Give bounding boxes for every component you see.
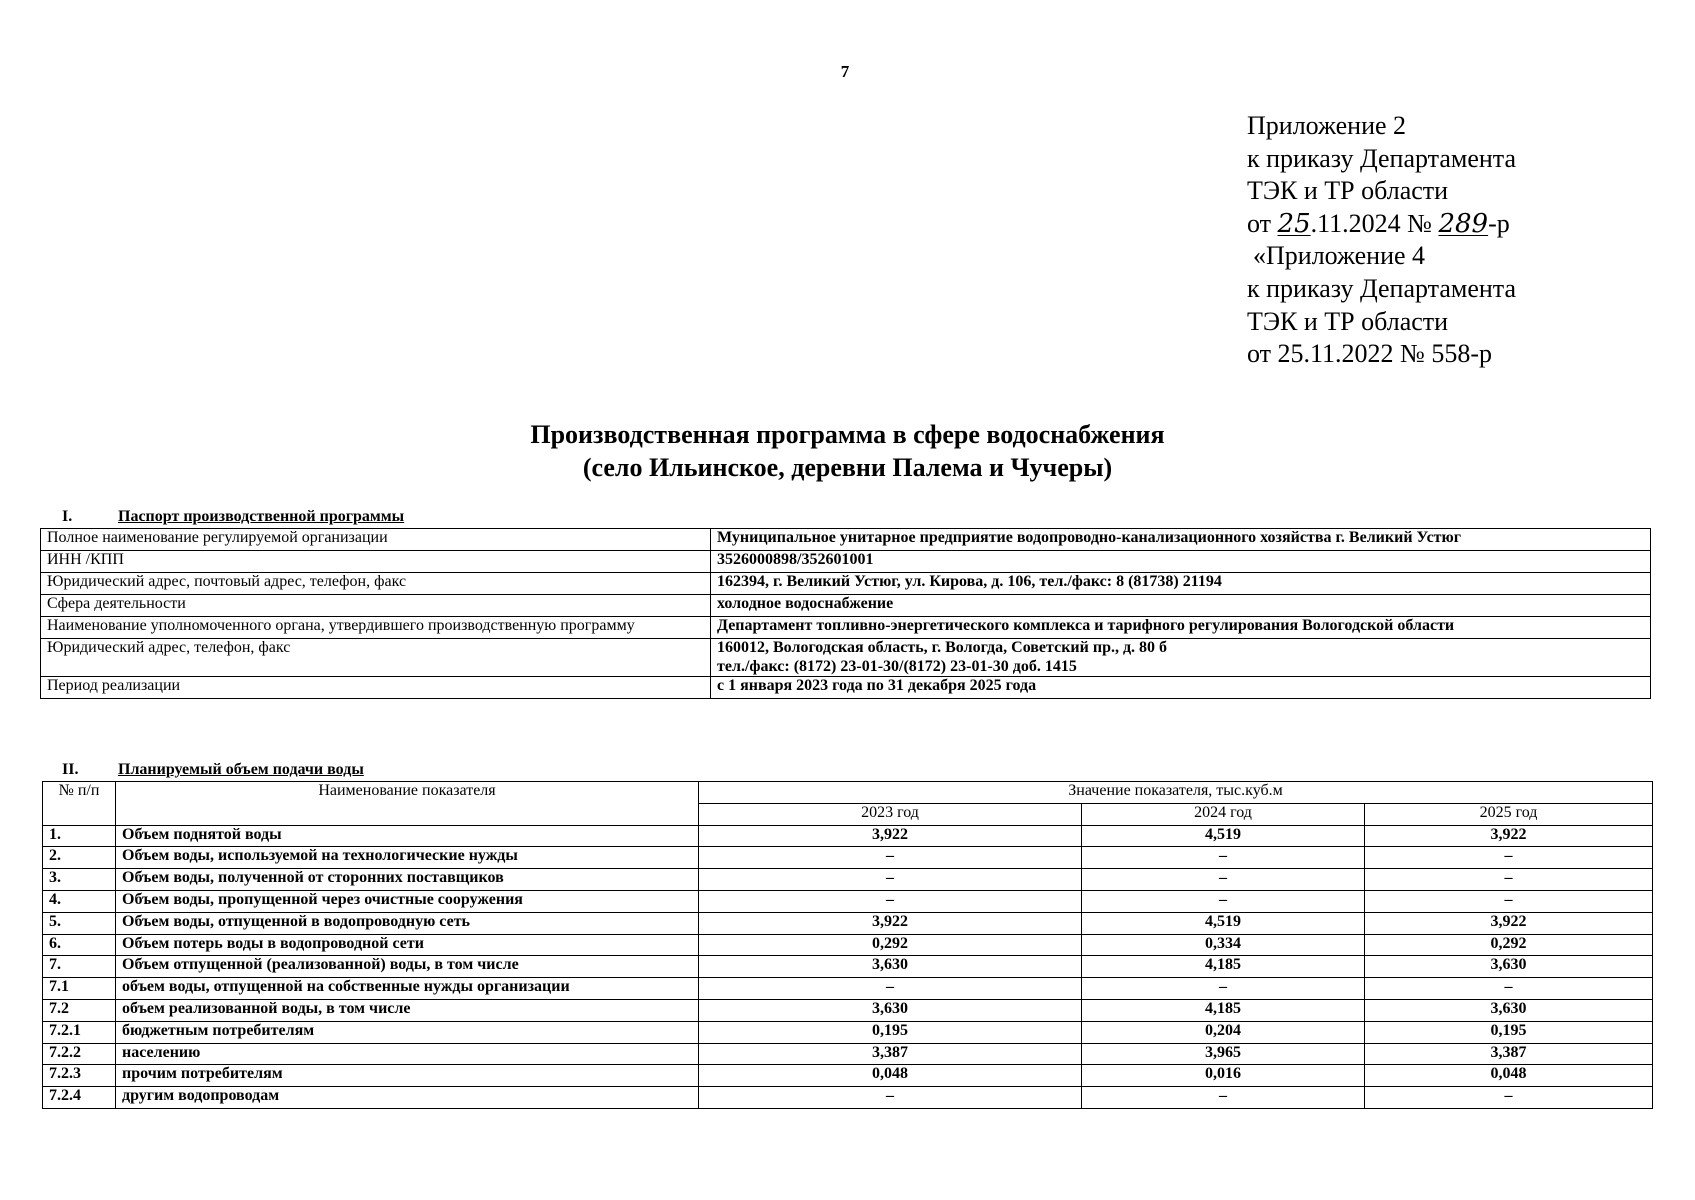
row-number: 6. (43, 934, 116, 956)
indicator-name: Объем отпущенной (реализованной) воды, в том числе (116, 956, 699, 978)
row-number: 7. (43, 956, 116, 978)
indicator-value: 4,519 (1082, 825, 1365, 847)
table-row (43, 1065, 1653, 1087)
indicator-value: – (1082, 847, 1365, 869)
section-number: II. (62, 761, 79, 778)
appendix-line: от 25.11.2022 № 558-р (1247, 339, 1493, 369)
table-row (43, 1021, 1653, 1043)
appendix-header (1247, 110, 1516, 371)
row-number: 7.2.4 (43, 1087, 116, 1109)
page-number: 7 (840, 62, 850, 81)
row-number: 7.2.2 (43, 1043, 116, 1065)
title-line-2: (село Ильинское, деревни Палема и Чучеры) (582, 453, 1113, 482)
passport-value: 162394, г. Великий Устюг, ул. Кирова, д. 106, тел./факс: 8 (81738) 21194 (711, 573, 1651, 595)
table-row (43, 825, 1653, 847)
col-header-year: 2023 год (699, 803, 1082, 825)
appendix-mid: .11.2024 № (1310, 208, 1439, 238)
document-title (0, 418, 1695, 484)
indicator-name: населению (116, 1043, 699, 1065)
indicator-value: 3,965 (1082, 1043, 1365, 1065)
passport-row (41, 529, 1651, 551)
indicator-value: 3,922 (699, 825, 1082, 847)
passport-value: холодное водоснабжение (711, 595, 1651, 617)
indicator-value: – (1365, 847, 1653, 869)
indicator-value: 3,922 (1365, 825, 1653, 847)
indicator-value: 0,292 (699, 934, 1082, 956)
passport-table (40, 528, 1651, 699)
table-row (43, 912, 1653, 934)
passport-label: Юридический адрес, почтовый адрес, телефон, факс (41, 573, 711, 595)
table-row (43, 1087, 1653, 1109)
indicator-name: Объем воды, отпущенной в водопроводную сеть (116, 912, 699, 934)
indicator-name: Объем воды, пропущенной через очистные сооружения (116, 890, 699, 912)
handwritten-number: 289 (1438, 208, 1489, 239)
passport-label: Сфера деятельности (41, 595, 711, 617)
indicator-value: 0,292 (1365, 934, 1653, 956)
passport-row (41, 639, 1651, 677)
passport-label: Юридический адрес, телефон, факс (41, 639, 711, 677)
passport-value: с 1 января 2023 года по 31 декабря 2025 года (711, 677, 1651, 699)
section-2-heading (62, 761, 364, 779)
indicator-name: Объем потерь воды в водопроводной сети (116, 934, 699, 956)
indicator-value: – (699, 1087, 1082, 1109)
indicator-value: – (699, 847, 1082, 869)
indicator-value: – (699, 978, 1082, 1000)
row-number: 2. (43, 847, 116, 869)
appendix-line: ТЭК и ТР области (1247, 176, 1449, 206)
table-row (43, 956, 1653, 978)
indicator-value: 0,016 (1082, 1065, 1365, 1087)
passport-row (41, 617, 1651, 639)
table-row (43, 869, 1653, 891)
col-header-year: 2025 год (1365, 803, 1653, 825)
indicator-value: 3,630 (1365, 956, 1653, 978)
passport-row (41, 551, 1651, 573)
indicator-name: Объем поднятой воды (116, 825, 699, 847)
indicator-value: 3,387 (1365, 1043, 1653, 1065)
indicator-value: 3,387 (699, 1043, 1082, 1065)
passport-row (41, 677, 1651, 699)
indicator-value: – (1082, 978, 1365, 1000)
indicator-value: – (1365, 978, 1653, 1000)
passport-row (41, 573, 1651, 595)
indicator-value: – (1082, 890, 1365, 912)
section-title: Планируемый объем подачи воды (118, 761, 364, 778)
passport-value: Департамент топливно-энергетического комплекса и тарифного регулирования Вологодской области (711, 617, 1651, 639)
indicator-name: объем реализованной воды, в том числе (116, 999, 699, 1021)
passport-label: Период реализации (41, 677, 711, 699)
indicator-value: – (1365, 1087, 1653, 1109)
passport-value: 160012, Вологодская область, г. Вологда, Советский пр., д. 80 б тел./факс: (8172) 23-01-30/(8172) 23-01-30 доб. 1415 (711, 639, 1651, 677)
appendix-line: ТЭК и ТР области (1247, 306, 1449, 336)
indicator-value: 0,204 (1082, 1021, 1365, 1043)
indicator-value: – (1082, 869, 1365, 891)
indicator-value: 0,334 (1082, 934, 1365, 956)
indicator-value: 3,630 (699, 956, 1082, 978)
indicator-name: другим водопроводам (116, 1087, 699, 1109)
passport-label: Полное наименование регулируемой организации (41, 529, 711, 551)
appendix-prefix: от (1247, 208, 1278, 238)
appendix-suffix: -р (1488, 208, 1510, 238)
indicator-value: – (1082, 1087, 1365, 1109)
appendix-line: «Приложение 4 (1253, 241, 1426, 271)
col-header-name: Наименование показателя (116, 782, 699, 826)
table-row (43, 934, 1653, 956)
indicator-value: – (1365, 890, 1653, 912)
indicator-value: – (699, 890, 1082, 912)
appendix-line: к приказу Департамента (1247, 273, 1517, 303)
table-row (43, 999, 1653, 1021)
row-number: 7.1 (43, 978, 116, 1000)
appendix-line: к приказу Департамента (1247, 143, 1517, 173)
passport-row (41, 595, 1651, 617)
appendix-order-date-line (1247, 208, 1516, 241)
passport-value: Муниципальное унитарное предприятие водопроводно-канализационного хозяйства г. Великий Устюг (711, 529, 1651, 551)
table-row (43, 978, 1653, 1000)
col-header-year: 2024 год (1082, 803, 1365, 825)
passport-label: ИНН /КПП (41, 551, 711, 573)
indicator-value: 0,195 (699, 1021, 1082, 1043)
indicator-value: – (1365, 869, 1653, 891)
indicator-name: Объем воды, полученной от сторонних поставщиков (116, 869, 699, 891)
water-volume-table (42, 781, 1653, 1109)
indicator-value: 3,922 (1365, 912, 1653, 934)
row-number: 5. (43, 912, 116, 934)
row-number: 7.2 (43, 999, 116, 1021)
row-number: 7.2.1 (43, 1021, 116, 1043)
indicator-value: 3,922 (699, 912, 1082, 934)
col-header-value: Значение показателя, тыс.куб.м (699, 782, 1653, 804)
indicator-name: прочим потребителям (116, 1065, 699, 1087)
indicator-value: 4,519 (1082, 912, 1365, 934)
table-row (43, 1043, 1653, 1065)
row-number: 1. (43, 825, 116, 847)
indicator-value: – (699, 869, 1082, 891)
title-line-1: Производственная программа в сфере водоснабжения (530, 420, 1165, 449)
appendix-line: Приложение 2 (1247, 111, 1407, 140)
passport-label: Наименование уполномоченного органа, утвердившего производственную программу (41, 617, 711, 639)
indicator-name: бюджетным потребителям (116, 1021, 699, 1043)
indicator-name: Объем воды, используемой на технологические нужды (116, 847, 699, 869)
handwritten-day: 25 (1277, 208, 1311, 239)
col-header-number: № п/п (43, 782, 116, 826)
indicator-value: 4,185 (1082, 999, 1365, 1021)
row-number: 3. (43, 869, 116, 891)
row-number: 4. (43, 890, 116, 912)
table-row (43, 890, 1653, 912)
row-number: 7.2.3 (43, 1065, 116, 1087)
section-1-heading (62, 508, 404, 526)
indicator-name: объем воды, отпущенной на собственные нужды организации (116, 978, 699, 1000)
indicator-value: 0,048 (699, 1065, 1082, 1087)
passport-value: 3526000898/352601001 (711, 551, 1651, 573)
indicator-value: 4,185 (1082, 956, 1365, 978)
indicator-value: 3,630 (699, 999, 1082, 1021)
section-title: Паспорт производственной программы (118, 508, 405, 525)
section-number: I. (62, 508, 73, 525)
table-row (43, 847, 1653, 869)
indicator-value: 0,195 (1365, 1021, 1653, 1043)
indicator-value: 0,048 (1365, 1065, 1653, 1087)
indicator-value: 3,630 (1365, 999, 1653, 1021)
